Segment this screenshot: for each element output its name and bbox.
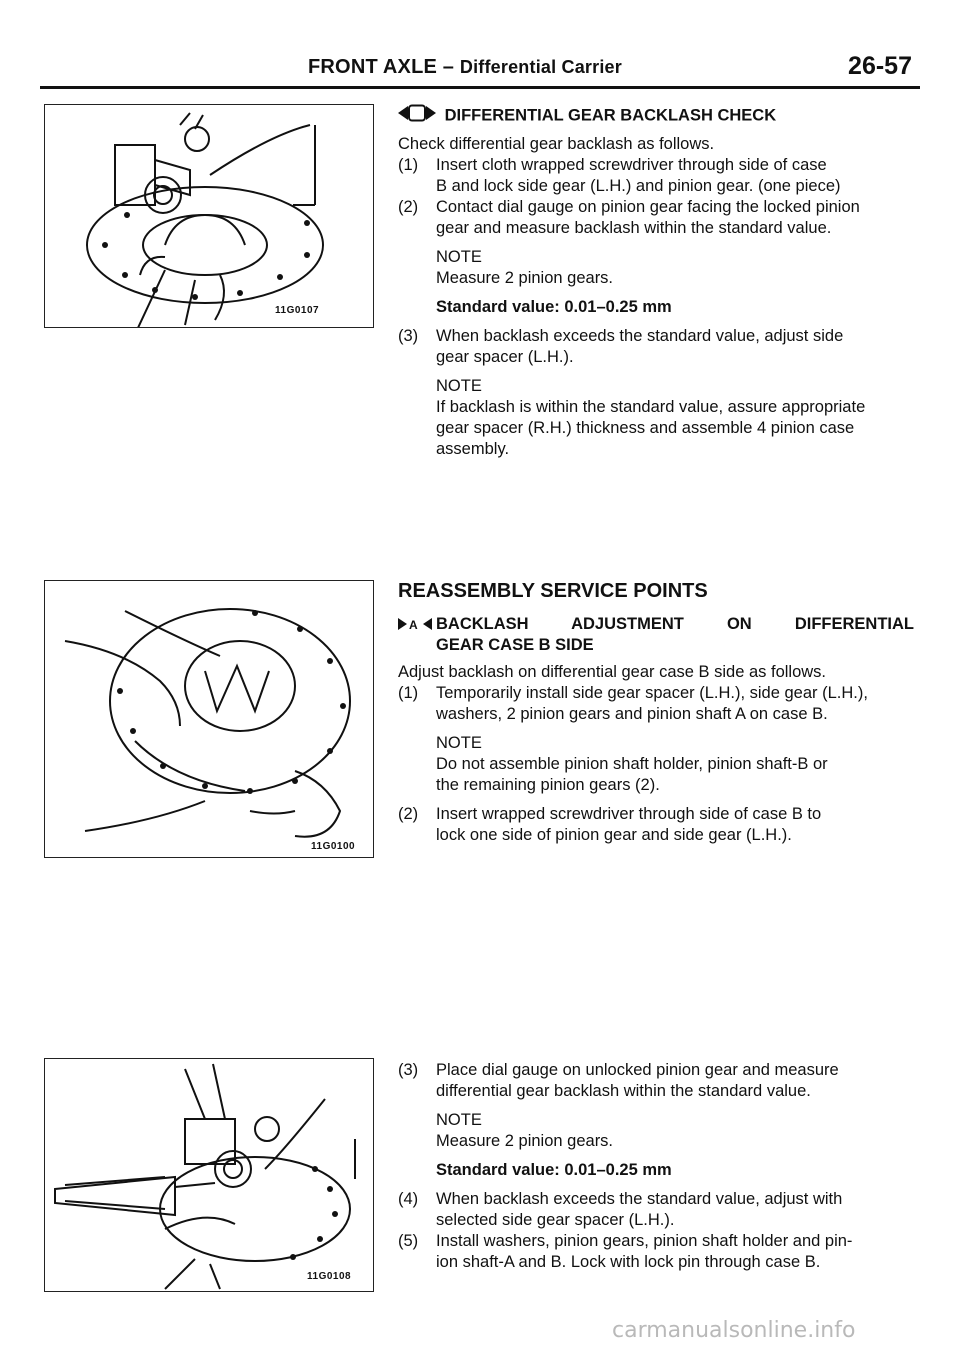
step-number: (1) [398,156,419,174]
standard-value: Standard value: 0.01–0.25 mm [436,298,672,316]
note-text: gear spacer (R.H.) thickness and assemble 4 pinion case [436,419,855,437]
section-backlash-check [398,104,914,460]
step-number: (4) [398,1190,419,1208]
step-item [398,197,914,239]
step-text: Contact dial gauge on pinion gear facing the locked pinion [436,198,860,216]
section-title: FRONT AXLE [308,56,438,78]
procedure-marker-a [398,616,434,638]
section-reassembly-continued [398,1060,914,1273]
step-item [398,1231,914,1273]
step-text: lock one side of pinion gear and side gear (L.H.). [436,826,792,844]
note-label: NOTE [436,377,482,395]
note-text: Measure 2 pinion gears. [436,269,614,287]
subsection-heading [398,614,914,656]
note-label: NOTE [436,1111,482,1129]
subheading-line: BACKLASH ADJUSTMENT ON DIFFERENTIAL [436,615,914,633]
page-number: 26-57 [848,52,912,80]
step-text: ion shaft-A and B. Lock with lock pin through case B. [436,1253,821,1271]
step-item [398,1189,914,1231]
note-text: Do not assemble pinion shaft holder, pinion shaft-B or [436,755,828,773]
intro-text: Adjust backlash on differential gear case B side as follows. [398,663,827,681]
step-item [398,1060,914,1102]
note-block [398,1110,914,1181]
note-label: NOTE [436,734,482,752]
step-item [398,804,914,846]
step-text: When backlash exceeds the standard value, adjust side [436,327,844,345]
section-subtitle: Differential Carrier [459,57,622,77]
intro-text: Check differential gear backlash as follows. [398,135,715,153]
step-text: Install washers, pinion gears, pinion shaft holder and pin- [436,1232,853,1250]
heading-text: DIFFERENTIAL GEAR BACKLASH CHECK [444,106,777,125]
figure-id: 11G0107 [275,305,320,316]
step-number: (3) [398,327,419,345]
step-text: When backlash exceeds the standard value, adjust with [436,1190,843,1208]
watermark: carmanualsonline.info [612,1318,856,1343]
step-text: gear and measure backlash within the standard value. [436,219,832,237]
triangle-marker-icon [398,104,440,122]
gear-case-illustration [45,581,373,857]
step-number: (3) [398,1061,419,1079]
step-text: differential gear backlash within the standard value. [436,1082,811,1100]
step-item [398,326,914,368]
dial-gauge-illustration [45,105,373,327]
step-text: Temporarily install side gear spacer (L.H.), side gear (L.H.), [436,684,868,702]
step-text: Place dial gauge on unlocked pinion gear and measure [436,1061,839,1079]
step-number: (1) [398,684,419,702]
header-rule [40,86,920,89]
step-text: B and lock side gear (L.H.) and pinion gear. (one piece) [436,177,841,195]
step-text: selected side gear spacer (L.H.). [436,1211,675,1229]
figure-dial-gauge-screwdriver [44,1058,374,1292]
figure-gear-case-hand [44,580,374,858]
step-text: Insert wrapped screwdriver through side of case B to [436,805,822,823]
figure-id: 11G0108 [307,1271,352,1282]
screwdriver-dial-gauge-illustration [45,1059,373,1291]
page-title [308,56,622,79]
step-item [398,683,914,725]
step-text: Insert cloth wrapped screwdriver through side of case [436,156,827,174]
title-dash: – [442,56,455,78]
step-number: (2) [398,198,419,216]
note-text: Measure 2 pinion gears. [436,1132,614,1150]
step-number: (5) [398,1232,419,1250]
step-text: washers, 2 pinion gears and pinion shaft A on case B. [436,705,828,723]
note-text: assembly. [436,440,510,458]
step-text: gear spacer (L.H.). [436,348,574,366]
procedure-marker-b [398,104,440,128]
note-text: the remaining pinion gears (2). [436,776,660,794]
svg-text:A: A [409,618,418,632]
standard-value: Standard value: 0.01–0.25 mm [436,1161,672,1179]
note-label: NOTE [436,248,482,266]
step-number: (2) [398,805,419,823]
reassembly-heading: REASSEMBLY SERVICE POINTS [398,580,708,602]
figure-dial-gauge-case-b [44,104,374,328]
step-item [398,155,914,197]
section-reassembly [398,578,914,846]
subheading-line: GEAR CASE B SIDE [436,636,594,654]
page-header [40,52,920,86]
note-text: If backlash is within the standard value, assure appropriate [436,398,866,416]
note-block [398,247,914,318]
note-block [398,376,914,460]
note-block [398,733,914,796]
section-heading [398,104,914,128]
figure-id: 11G0100 [311,841,356,852]
arrow-marker-icon [398,616,434,632]
